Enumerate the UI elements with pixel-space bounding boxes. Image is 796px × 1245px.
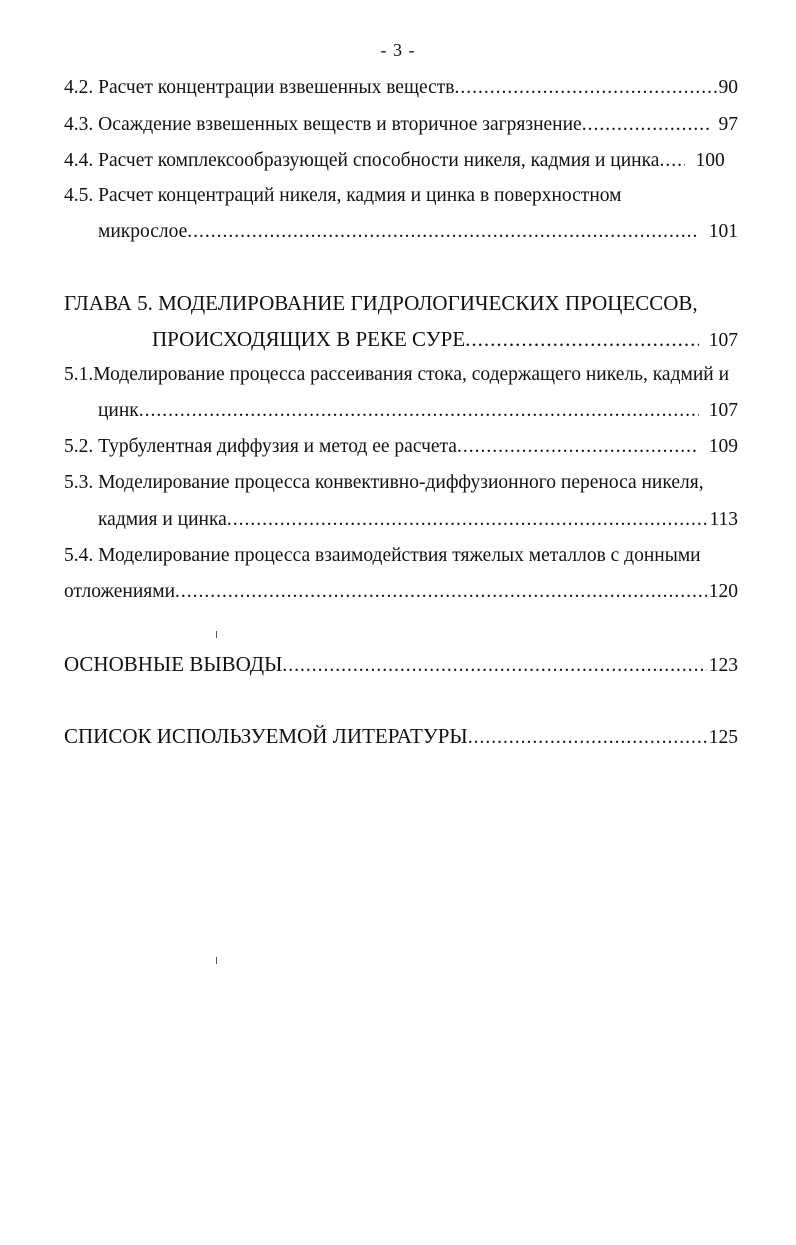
dot-leader <box>175 578 707 606</box>
toc-entry-page: 113 <box>709 509 738 530</box>
toc-entry-conclusions <box>64 650 738 678</box>
dot-leader <box>582 111 709 139</box>
toc-entry-page: 109 <box>708 436 738 457</box>
chapter-5-heading: ГЛАВА 5. МОДЕЛИРОВАНИЕ ГИДРОЛОГИЧЕСКИХ ПРОЦЕССОВ, <box>64 291 698 315</box>
toc-entry-5-1-title: 5.1.Моделирование процесса рассеивания стока, содержащего никель, кадмий и <box>64 364 730 385</box>
toc-entry-title: 4.3. Осаждение взвешенных веществ и вторичное загрязнение <box>64 114 582 135</box>
toc-entry-title-cont: микрослое <box>98 221 188 242</box>
toc-entry-page: 120 <box>708 581 738 602</box>
toc-entry-title: 5.2. Турбулентная диффузия и метод ее расчета <box>64 436 457 457</box>
toc-entry-title: 4.2. Расчет концентрации взвешенных веществ <box>64 77 455 98</box>
toc-entry-title-cont: цинк <box>98 400 139 421</box>
toc-entry-title: ОСНОВНЫЕ ВЫВОДЫ <box>64 652 283 676</box>
toc-entry-5-4-title: 5.4. Моделирование процесса взаимодействия тяжелых металлов с донными <box>64 545 701 566</box>
toc-entry-page: 123 <box>708 655 738 676</box>
toc-entry-references <box>64 722 738 750</box>
toc-entry-page: 90 <box>718 77 738 98</box>
dot-leader <box>187 218 698 246</box>
toc-entry-chapter-5 <box>152 325 738 353</box>
toc-entry-4-2 <box>64 74 738 102</box>
toc-entry-title-cont: кадмия и цинка <box>98 509 227 530</box>
toc-entry-page: 101 <box>708 221 738 242</box>
toc-entry-page: 100 <box>695 150 725 171</box>
scan-mark <box>216 957 217 964</box>
dot-leader <box>282 652 706 678</box>
toc-entry-4-5-title: 4.5. Расчет концентраций никеля, кадмия и цинка в поверхностном <box>64 185 622 206</box>
toc-entry-page: 107 <box>708 330 738 351</box>
toc-entry-5-4 <box>64 578 738 606</box>
toc-entry-4-4 <box>64 147 738 175</box>
toc-entry-5-1 <box>98 397 738 425</box>
toc-entry-page: 125 <box>708 727 738 748</box>
toc-entry-title-cont: отложениями <box>64 581 176 602</box>
dot-leader <box>227 506 708 534</box>
toc-entry-page: 107 <box>708 400 738 421</box>
toc-entry-4-3 <box>64 111 738 139</box>
scan-mark <box>216 631 217 638</box>
toc-entry-5-2 <box>64 433 738 461</box>
toc-entry-5-3 <box>98 506 738 534</box>
dot-leader <box>468 724 707 750</box>
toc-entry-title: СПИСОК ИСПОЛЬЗУЕМОЙ ЛИТЕРАТУРЫ <box>64 724 468 748</box>
dot-leader <box>465 325 699 353</box>
toc-entry-title-cont: ПРОИСХОДЯЩИХ В РЕКЕ СУРЕ <box>152 327 466 351</box>
dot-leader <box>457 433 699 461</box>
page-number: - 3 - <box>380 40 416 60</box>
toc-entry-page: 97 <box>718 114 738 135</box>
toc-entry-4-5 <box>98 218 738 246</box>
dot-leader <box>455 74 717 102</box>
dot-leader <box>139 397 699 425</box>
toc-entry-5-3-title: 5.3. Моделирование процесса конвективно-диффузионного переноса никеля, <box>64 472 704 493</box>
dot-leader <box>659 147 685 175</box>
toc-entry-title: 4.4. Расчет комплексообразующей способности никеля, кадмия и цинка <box>64 150 660 171</box>
